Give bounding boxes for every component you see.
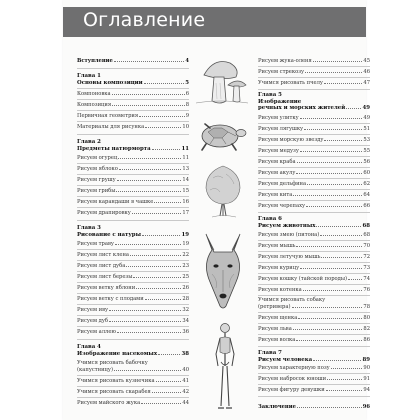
- wolf-illustration: [196, 230, 250, 310]
- toc-entry[interactable]: Рисуем летучую мышь 72: [258, 254, 370, 260]
- toc-chapter-2[interactable]: Глава 2 Предметы натюрморта 11: [77, 139, 189, 152]
- toc-entry[interactable]: Рисуем карандаши в чашке 16: [77, 199, 189, 205]
- toc-entry[interactable]: Рисуем траву 19: [77, 241, 189, 247]
- toc-entry[interactable]: Рисуем лист дуба 23: [77, 263, 189, 269]
- toc-entry[interactable]: Рисуем огурец 11: [77, 155, 189, 161]
- toc-entry[interactable]: Рисуем драпировку 17: [77, 210, 189, 216]
- mushrooms-illustration: [192, 55, 250, 107]
- toc-entry[interactable]: Рисуем грушу 14: [77, 177, 189, 183]
- toc-entry-line1[interactable]: Учимся рисовать бабочку: [77, 360, 148, 366]
- toc-entry[interactable]: Рисуем дельфина 62: [258, 181, 370, 187]
- toc-entry[interactable]: Рисуем курицу 73: [258, 265, 370, 271]
- toc-entry[interactable]: Рисуем яблоко 13: [77, 166, 189, 172]
- toc-chapter-5[interactable]: Глава 5 Изображение речных и морских жителей 49: [258, 92, 370, 112]
- toc-entry[interactable]: (капустницу) 40: [77, 367, 189, 373]
- toc-entry[interactable]: Материалы для рисунка 10: [77, 124, 189, 130]
- toc-entry[interactable]: Рисуем лягушку 51: [258, 126, 370, 132]
- toc-entry[interactable]: Рисуем иву 32: [77, 307, 189, 313]
- toc-entry[interactable]: Рисуем грибы 15: [77, 188, 189, 194]
- toc-entry[interactable]: Рисуем щенка 80: [258, 315, 370, 321]
- toc-entry[interactable]: Первичная геометрия 9: [77, 113, 189, 119]
- toc-entry[interactable]: Рисуем мышь 70: [258, 243, 370, 249]
- toc-entry[interactable]: Рисуем волка 86: [258, 337, 370, 343]
- skeleton-figure-illustration: [212, 322, 238, 412]
- toc-entry[interactable]: Рисуем медузу 55: [258, 148, 370, 154]
- toc-entry[interactable]: Рисуем морскую звезду 53: [258, 137, 370, 143]
- toc-entry[interactable]: Рисуем улитку 49: [258, 115, 370, 121]
- toc-entry[interactable]: Рисуем аллею 36: [77, 329, 189, 335]
- toc-entry-intro[interactable]: Вступление 4: [77, 58, 189, 64]
- toc-entry[interactable]: (ретривера) 78: [258, 304, 370, 310]
- toc-entry[interactable]: Рисуем акулу 60: [258, 170, 370, 176]
- toc-entry[interactable]: Учимся рисовать кузнечика 41: [77, 378, 189, 384]
- toc-entry[interactable]: Рисуем лист клена 22: [77, 252, 189, 258]
- toc-entry[interactable]: Учимся рисовать скарабея 42: [77, 389, 189, 395]
- toc-chapter-7[interactable]: Глава 7 Рисуем человека 89: [258, 350, 370, 363]
- toc-entry[interactable]: Рисуем змею (питона) 68: [258, 232, 370, 238]
- toc-entry[interactable]: Рисуем лист березы 25: [77, 274, 189, 280]
- toc-entry[interactable]: Рисуем набросок юноши 91: [258, 376, 370, 382]
- toc-chapter-1[interactable]: Глава 1 Основы композиции 5: [77, 73, 189, 86]
- toc-chapter-3[interactable]: Глава 3 Рисование с натуры 19: [77, 225, 189, 238]
- toc-entry[interactable]: Рисуем ветку с плодами 28: [77, 296, 189, 302]
- title-bar: [63, 7, 366, 37]
- toc-entry[interactable]: Рисуем фигуру девушки 94: [258, 387, 370, 393]
- toc-entry[interactable]: Рисуем характерную позу 90: [258, 365, 370, 371]
- toc-entry[interactable]: Учимся рисовать пчелу 47: [258, 80, 370, 86]
- toc-entry[interactable]: Рисуем льва 82: [258, 326, 370, 332]
- toc-entry[interactable]: Рисуем кошку (тайской породы) 74: [258, 276, 370, 282]
- toc-chapter-4[interactable]: Глава 4 Изображение насекомых 38: [77, 344, 189, 357]
- toc-entry[interactable]: Рисуем ветку яблони 26: [77, 285, 189, 291]
- toc-entry[interactable]: Рисуем черепаху 66: [258, 203, 370, 209]
- toc-entry[interactable]: Композиция 8: [77, 102, 189, 108]
- toc-chapter-6[interactable]: Глава 6 Рисуем животных 68: [258, 216, 370, 229]
- toc-entry[interactable]: Компоновка 6: [77, 91, 189, 97]
- tree-illustration: [198, 160, 248, 220]
- toc-entry[interactable]: Рисуем котенка 76: [258, 287, 370, 293]
- toc-entry[interactable]: Рисуем стрекозу 46: [258, 69, 370, 75]
- toc-entry-line1[interactable]: Учимся рисовать собаку: [258, 297, 326, 303]
- toc-entry[interactable]: Рисуем дуб 34: [77, 318, 189, 324]
- toc-entry[interactable]: Рисуем жука-оленя 45: [258, 58, 370, 64]
- page-title: Оглавление: [83, 9, 206, 31]
- toc-entry[interactable]: Рисуем краба 56: [258, 159, 370, 165]
- toc-entry[interactable]: Рисуем кита 64: [258, 192, 370, 198]
- toc-entry[interactable]: Рисуем майского жука 44: [77, 400, 189, 406]
- turtle-illustration: [196, 118, 248, 154]
- toc-entry-conclusion[interactable]: Заключение 96: [258, 404, 370, 410]
